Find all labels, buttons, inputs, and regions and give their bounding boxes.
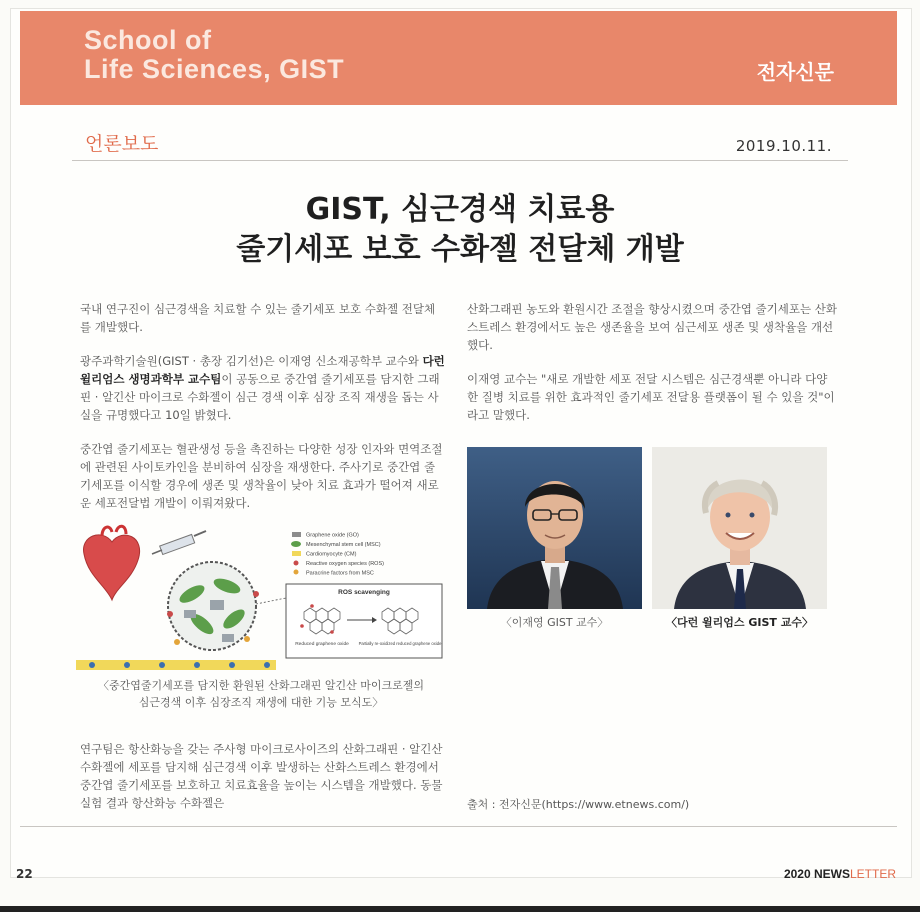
professor-photo-lee — [467, 447, 642, 609]
school-title-line1: School of — [84, 25, 212, 55]
microgel-sphere — [167, 562, 259, 650]
footer-divider — [20, 826, 897, 827]
portrait-image — [652, 447, 827, 609]
portrait-image — [467, 447, 642, 609]
tissue-layer — [76, 660, 276, 670]
legend-text: Graphene oxide (GO) — [306, 532, 359, 539]
figure-caption-line2: 심근경색 이후 심장조직 재생에 대한 기능 모식도〉 — [138, 696, 384, 709]
figure-caption-line1: 〈중간엽줄기세포를 담지한 환원된 산화그래핀 알긴산 마이크로젤의 — [97, 679, 424, 692]
section-tag: 언론보도 — [85, 133, 159, 155]
schematic-svg — [72, 524, 450, 674]
headline-line2: 줄기세포 보호 수화젤 전달체 개발 — [236, 232, 684, 267]
legend-text: Mesenchymal stem cell (MSC) — [306, 542, 381, 548]
newsletter-brand-a: 2020 NEWS — [783, 867, 850, 881]
team-name-bold: 다런 윌리엄스 생명과학부 교수팀 — [80, 354, 445, 386]
paragraph: 연구팀은 항산화능을 갖는 주사형 마이크로사이즈의 산화그래핀 · 알긴산 수화젤에 세포를 담지해 심근경색 이후 발생하는 산화스트레스 환경에서 중간엽 줄기세포를 보호하고 치료효율을 높이는 시스템을 개발했다. 동물실험 결과 항산화능 수화젤은 — [80, 742, 443, 810]
paragraph: 중간엽 줄기세포는 혈관생성 등을 촉진하는 다양한 성장 인자와 면역조절에 관련된 사이토카인을 분비하여 심장을 재생한다. 주사기로 중간엽 줄기세포를 이식할 경우에 생존 및 생착율이 낮아 치료 효과가 떨어져 새로운 세포전달법 개발이 이뤄져왔다. — [80, 442, 443, 510]
syringe-icon — [152, 531, 206, 555]
figure-label: Reduced graphene oxide — [295, 642, 349, 647]
article-right-column — [467, 300, 837, 440]
figure-caption — [72, 677, 450, 711]
figure-legend — [291, 532, 384, 577]
paragraph — [80, 352, 446, 424]
paragraph: 이재영 교수는 "새로 개발한 세포 전달 시스템은 심근경색뿐 아니라 다양한 질병 치료를 위한 효과적인 줄기세포 전달용 플랫폼이 될 수 있을 것"이라고 말했다. — [467, 372, 835, 422]
school-title-line2: Life Sciences, GIST — [84, 54, 345, 84]
paper-name: 전자신문 — [756, 60, 834, 84]
legend-text: Cardiomyocyte (CM) — [306, 551, 357, 558]
paragraph-text: 이 공동으로 중간엽 줄기세포를 담지한 그래핀 · 알긴산 마이크로 수화젤이 심근 경색 이후 심장 조직 재생을 돕는 사실을 규명했다고 10일 밝혔다. — [80, 372, 440, 422]
newsletter-brand-b: LETTER — [849, 867, 896, 881]
photo-caption-williams: 〈다런 윌리엄스 GIST 교수〉 — [665, 616, 814, 629]
schematic-figure — [72, 524, 450, 674]
ros-title: ROS scavenging — [338, 589, 390, 596]
ros-box — [256, 584, 442, 658]
section-divider — [72, 160, 848, 161]
page-number: 22 — [16, 867, 33, 881]
headline — [0, 190, 920, 270]
school-title — [84, 26, 344, 84]
source-credit: 출처 : 전자신문(https://www.etnews.com/) — [467, 798, 690, 811]
figure-label: Partially re-oxidized reduced graphene oxide — [358, 641, 442, 646]
bottom-bar — [0, 906, 920, 912]
article-date: 2019.10.11. — [735, 137, 832, 155]
professor-photo-williams — [652, 447, 827, 609]
photo-caption-lee: 〈이재영 GIST 교수〉 — [500, 616, 609, 629]
article-left-column-bottom — [80, 740, 446, 828]
paragraph: 국내 연구진이 심근경색을 치료할 수 있는 줄기세포 보호 수화젤 전달체를 개발했다. — [80, 302, 436, 334]
legend-text: Paracrine factors from MSC — [306, 570, 374, 577]
headline-line1: GIST, 심근경색 치료용 — [305, 192, 615, 227]
heart-icon — [84, 526, 140, 600]
paragraph: 산화그래핀 농도와 환원시간 조절을 향상시켰으며 중간엽 줄기세포는 산화스트레스 환경에서도 높은 생존율을 보여 심근세포 생존 및 생착율을 개선했다. — [467, 302, 837, 352]
legend-text: Reactive oxygen species (ROS) — [306, 561, 384, 567]
newsletter-brand — [784, 867, 896, 881]
paragraph-text: 광주과학기술원(GIST · 총장 김기선)은 이재영 신소재공학부 교수와 — [80, 354, 423, 368]
article-left-column — [80, 300, 446, 528]
